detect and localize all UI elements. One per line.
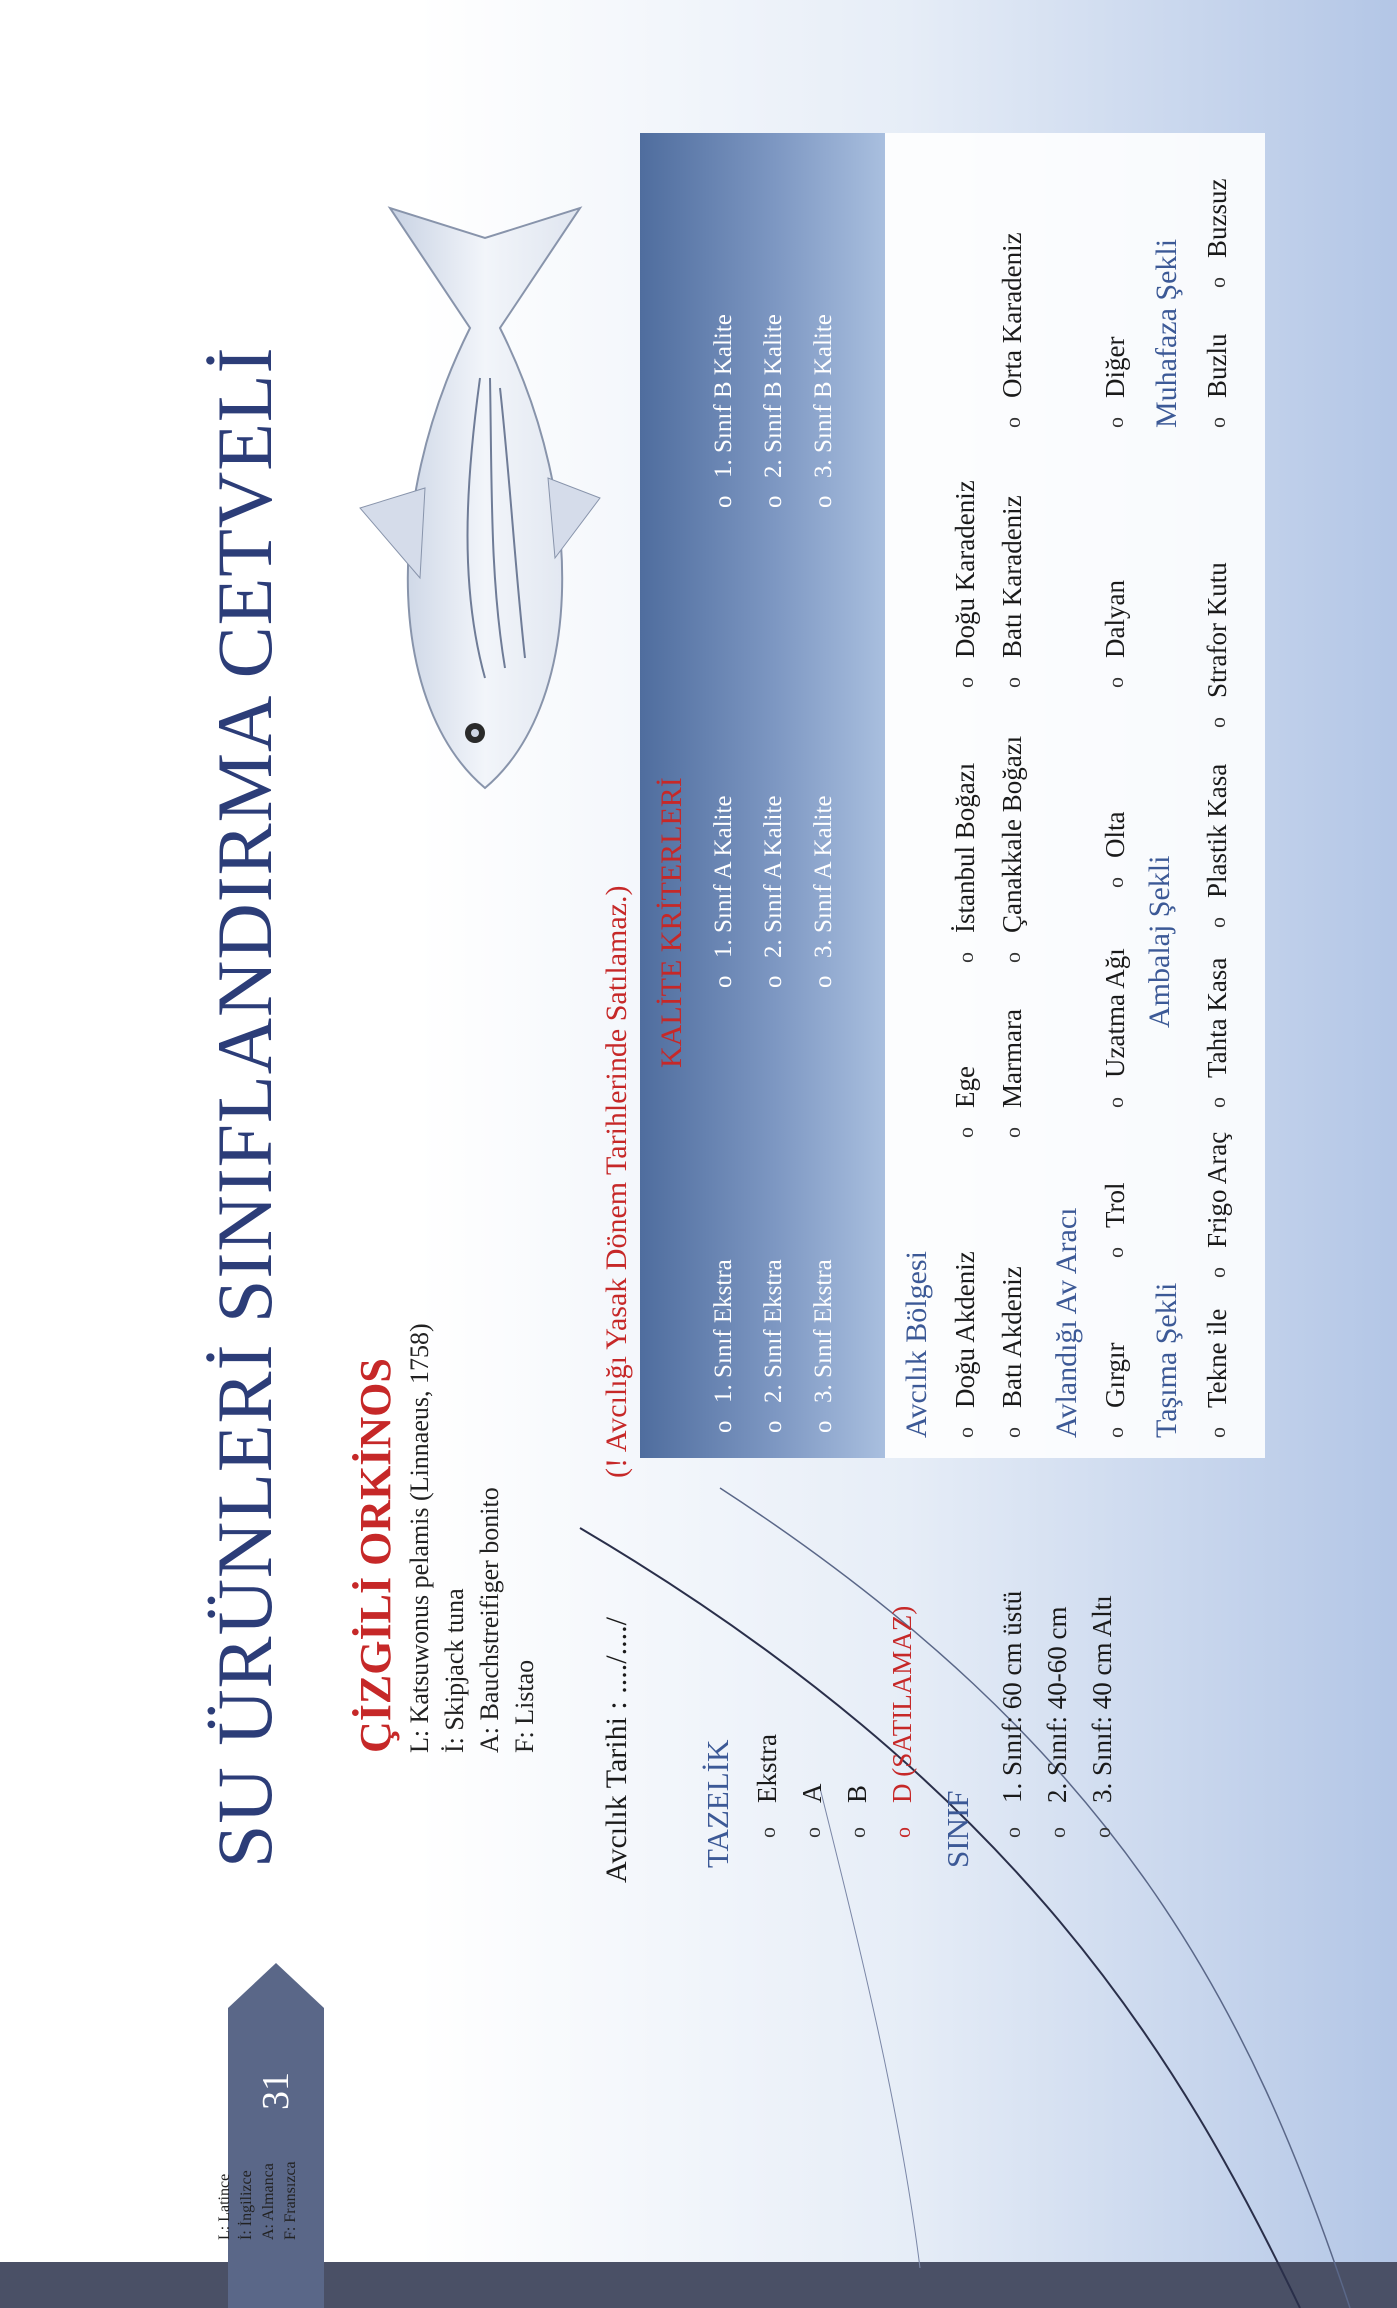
page-title: SU ÜRÜNLERİ SINIFLANDIRMA CETVELİ <box>201 346 288 1868</box>
page-number: 31 <box>255 2072 297 2110</box>
freshness-option: Ekstra <box>752 1734 782 1803</box>
gear-option: Gırgır <box>1100 1342 1130 1408</box>
decorative-swoosh <box>300 1408 1397 2308</box>
size-class-option: 2. Sınıf: 40-60 cm <box>1042 1606 1072 1803</box>
package-option: Strafor Kutu <box>1202 562 1232 698</box>
transport-heading: Taşıma Şekli <box>1150 1282 1183 1438</box>
legend-item: İ: İngilizce <box>238 2170 255 2240</box>
harvest-date-label: Avcılık Tarihi : ..../..../ <box>600 1617 633 1883</box>
german-name: A: Bauchstreifiger bonito <box>475 1487 504 1753</box>
radio-bullet[interactable]: o <box>953 952 978 963</box>
fishing-region-heading: Avcılık Bölgesi <box>900 1251 933 1438</box>
quality-criteria-heading: KALİTE KRİTERLERİ <box>655 777 688 1068</box>
radio-bullet[interactable]: o <box>810 495 837 508</box>
radio-bullet[interactable]: o <box>760 975 787 988</box>
radio-bullet[interactable]: o <box>755 1827 780 1838</box>
quality-option: 3. Sınıf B Kalite <box>810 314 837 478</box>
radio-bullet[interactable]: o <box>1205 1267 1230 1278</box>
english-name: İ: Skipjack tuna <box>440 1588 469 1753</box>
radio-bullet[interactable]: o <box>1045 1827 1070 1838</box>
region-option: Doğu Akdeniz <box>950 1251 980 1408</box>
region-option: İstanbul Boğazı <box>950 762 980 933</box>
radio-bullet[interactable]: o <box>1000 952 1025 963</box>
radio-bullet[interactable]: o <box>1103 877 1128 888</box>
radio-bullet[interactable]: o <box>1103 1427 1128 1438</box>
transport-option: Tekne ile <box>1202 1308 1232 1408</box>
radio-bullet[interactable]: o <box>1000 677 1025 688</box>
harvest-warning-note: (! Avcılığı Yasak Dönem Tarihlerinde Satılamaz.) <box>600 885 633 1478</box>
quality-option: 1. Sınıf A Kalite <box>710 795 737 958</box>
language-legend <box>214 2150 314 2240</box>
radio-bullet[interactable]: o <box>1103 417 1128 428</box>
transport-option: Frigo Araç <box>1202 1131 1232 1248</box>
size-class-option: 1. Sınıf: 60 cm üstü <box>997 1590 1027 1803</box>
radio-bullet[interactable]: o <box>1090 1827 1115 1838</box>
region-option: Orta Karadeniz <box>997 232 1027 398</box>
region-option: Çanakkale Boğazı <box>997 735 1027 933</box>
freshness-option: A <box>797 1783 827 1803</box>
gear-option: Dalyan <box>1100 580 1130 658</box>
region-option: Batı Karadeniz <box>997 495 1027 658</box>
radio-bullet[interactable]: o <box>953 1427 978 1438</box>
radio-bullet[interactable]: o <box>1205 717 1230 728</box>
radio-bullet[interactable]: o <box>1000 1827 1025 1838</box>
radio-bullet[interactable]: o <box>760 495 787 508</box>
gear-option: Diğer <box>1100 336 1130 398</box>
quality-option: 1. Sınıf Ekstra <box>710 1259 737 1403</box>
gear-option: Uzatma Ağı <box>1100 948 1130 1078</box>
radio-bullet[interactable]: o <box>845 1827 870 1838</box>
quality-option: 2. Sınıf B Kalite <box>760 314 787 478</box>
radio-bullet[interactable]: o <box>1103 677 1128 688</box>
radio-bullet[interactable]: o <box>1103 1247 1128 1258</box>
storage-option: Buzlu <box>1202 333 1232 398</box>
quality-option: 3. Sınıf Ekstra <box>810 1259 837 1403</box>
radio-bullet[interactable]: o <box>1205 1097 1230 1108</box>
radio-bullet[interactable]: o <box>710 495 737 508</box>
gear-option: Trol <box>1100 1182 1130 1228</box>
size-class-option: 3. Sınıf: 40 cm Altı <box>1087 1595 1117 1803</box>
region-option: Doğu Karadeniz <box>950 480 980 658</box>
size-class-heading: SINIF <box>940 1790 975 1868</box>
radio-bullet[interactable]: o <box>1205 917 1230 928</box>
freshness-option: B <box>842 1784 872 1803</box>
package-heading: Ambalaj Şekli <box>1143 855 1176 1028</box>
radio-bullet[interactable]: o <box>800 1827 825 1838</box>
freshness-heading: TAZELİK <box>700 1739 735 1868</box>
radio-bullet[interactable]: o <box>1000 1127 1025 1138</box>
package-option: Plastik Kasa <box>1202 763 1232 898</box>
fishing-gear-heading: Avlandığı Av Aracı <box>1050 1207 1083 1438</box>
radio-bullet[interactable]: o <box>1000 1427 1025 1438</box>
latin-name: L: Katsuwonus pelamis (Linnaeus, 1758) <box>405 1323 434 1753</box>
french-name: F: Listao <box>510 1659 539 1753</box>
radio-bullet[interactable]: o <box>1000 417 1025 428</box>
radio-bullet[interactable]: o <box>1103 1097 1128 1108</box>
legend-item: A: Almanca <box>260 2163 277 2240</box>
region-option: Ege <box>950 1066 980 1108</box>
radio-bullet[interactable]: o <box>810 975 837 988</box>
freshness-option-not-for-sale: D (SATILAMAZ) <box>887 1605 917 1803</box>
legend-item: F: Fransızca <box>282 2161 299 2240</box>
legend-item: L: Latince <box>216 2173 233 2240</box>
radio-bullet[interactable]: o <box>953 677 978 688</box>
radio-bullet[interactable]: o <box>1205 417 1230 428</box>
skipjack-tuna-illustration <box>320 148 650 808</box>
quality-option: 2. Sınıf Ekstra <box>760 1259 787 1403</box>
region-option: Marmara <box>997 1009 1027 1108</box>
quality-option: 1. Sınıf B Kalite <box>710 314 737 478</box>
radio-bullet[interactable]: o <box>760 1420 787 1433</box>
radio-bullet[interactable]: o <box>810 1420 837 1433</box>
storage-heading: Muhafaza Şekli <box>1150 238 1183 428</box>
quality-option: 2. Sınıf A Kalite <box>760 795 787 958</box>
species-name: ÇİZGİLİ ORKİNOS <box>351 1358 400 1753</box>
quality-option: 3. Sınıf A Kalite <box>810 795 837 958</box>
storage-option: Buzsuz <box>1202 178 1232 258</box>
region-option: Batı Akdeniz <box>997 1266 1027 1408</box>
radio-bullet[interactable]: o <box>1205 277 1230 288</box>
radio-bullet[interactable]: o <box>710 975 737 988</box>
radio-bullet[interactable]: o <box>710 1420 737 1433</box>
radio-bullet[interactable]: o <box>890 1827 915 1838</box>
package-option: Tahta Kasa <box>1202 957 1232 1078</box>
radio-bullet[interactable]: o <box>1205 1427 1230 1438</box>
gear-option: Olta <box>1100 811 1130 858</box>
radio-bullet[interactable]: o <box>953 1127 978 1138</box>
